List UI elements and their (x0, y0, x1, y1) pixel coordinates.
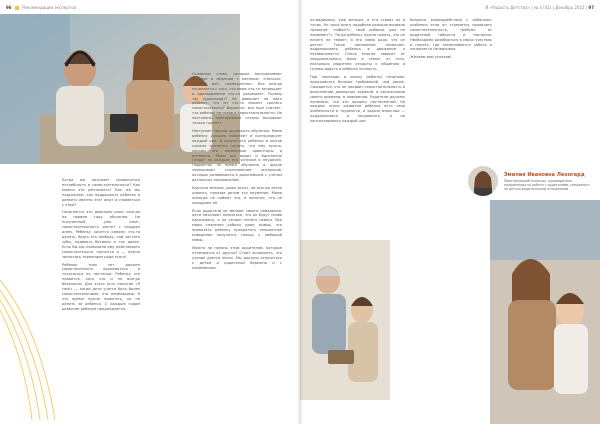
author-name: Эмилия Ивановна Леонгард (504, 172, 585, 178)
elderly-family-photo (300, 240, 390, 400)
left-column-1 (62, 178, 140, 418)
right-column-2 (410, 18, 492, 138)
left-column-2 (192, 72, 282, 418)
decorative-lines-icon (0, 270, 60, 424)
left-page-number: 96 (6, 5, 12, 10)
rubric-marker-icon (15, 6, 19, 10)
right-header (485, 5, 594, 10)
paragraph: Можно ли помочь этим родителям, которые отличаются от других? Стоит вспомнить, что учение дается легко. Мы должны относиться к детям и родителям бережно и с пониманием. (192, 245, 282, 270)
paragraph: по-видимому, уже меньше, и это ставит их в тупик. Но чаще всего подобная реакция вызвана тревогой: «забыл?», «мой ребенок уже не понимает?». Тогда ребенку нужно понять, что он ничего не теряет, а его мама рада, что он растет. Такое понимание позволяет поддерживать ребенка в движении к независимости. Очень многое зависит от эмоционального фона в семье, от того, насколько родители открыты к общению и готовы видеть в ребенке личность. (310, 18, 405, 72)
paragraph: Желаем вам успехов! (410, 55, 452, 60)
right-column-1 (310, 18, 405, 238)
paragraph: Начинается это довольно рано, иногда на первом году обучения. На полученный уже опыт, самостоятельность растет с каждым днем. Ребенку хочется самому что-то делать, брать его свободу, сам чистить зубы, надевать ботинки и так далее. Если бы мы позволили ему действовать самостоятельно, научится и — нужно запастись терпением ради этого! (62, 210, 140, 259)
author-role: Практикующий психолог, руководитель направления по работе с родителями, специалист по детско-родительским отношениям (504, 179, 590, 192)
paragraph: Основные слова, которые воспринимает ребенок в общении с матерью: «Нельзя», «сейчас же», «немедленно». Все всегда начинается с того, что мама что-то запрещает и одновременно что-то разрешает. Почему так происходит? Не доверяет ли мать ребенку, что он что-то сможет сделать самостоятельно? Вероятно, все еще считает, что ребенок не готов к самостоятельности. Но постоянно повторяемые отказы вызывают только протест. (192, 72, 282, 126)
magazine-title: И «Радость Детства» | № 4 (41) | Декабрь 2022 | (485, 5, 588, 10)
author-avatar (468, 166, 498, 196)
paragraph: Если родители не меняют своего поведения, дети начинают опасаться, что их будут снова наказывать, и не узнают ничего нового. Все меры спасения работы дают вывод, что приказать ребенку прекратить неприятное поведение получится только у любящей мамы. (192, 208, 282, 242)
paragraph: Когда же начинает проявляться потребность в самостоятельности? Как можно это распознать? Как же мы подскажем, как поддержать ребенка и развить именно этот опыт и справиться с этим? (62, 178, 140, 207)
left-rubric: Рекомендации экспертов (22, 5, 76, 10)
paragraph: При переходе в школу ребенку начинают предъявлять больше требований, чем ранее. Ожидается, что он проявит самостоятельность в выполнении домашних заданий, в организации своего времени, в поведении. Родители должны понимать, что это процесс постепенный. На каждом этапе развития ребенка есть свои особенности и трудности, и задача взрослых — поддерживать и направлять, а не контролировать каждый шаг. (310, 74, 405, 124)
right-page (300, 0, 600, 424)
paragraph: Картина мнения, даже вслух, не всегда легко усвоить, показав детям это неумение. Мама никогда не поймет это, и понятно, что не поощряют её. (192, 185, 282, 205)
left-header (6, 5, 76, 10)
mother-child-photo (490, 200, 600, 424)
page-gutter (297, 0, 303, 424)
right-page-number: 97 (588, 5, 594, 10)
paragraph: Ребенок трех лет должен самостоятельно подниматься и спускаться по лестнице. Ребенку это нравится, хоть это и не всегда безопасно. Для этого есть понятие «Я сам!» — когда дети учатся быть более самостоятельными, это необходимо. В это время нужно помогать, но не делать за ребенка. С каждым годом развитие ребенка продолжается. (62, 262, 140, 311)
paragraph: Наступает период школьного обучения. Мама ребенку усердно помогает и контролирует каждый шаг. В результате ребенок в школе сложно пытается понять, что ему нужно, каковы его жизненные ориентиры и интересы. Мама все видит и бдительно следит за каждым его успехом и неудачей. Подросток за время обучения в школе переживает столкновение интересов, которые развиваются в дальнейшем с учётом различных направлений. (192, 128, 282, 183)
paragraph: Вопросы взаимодействия с ребенком, особенно если он стремится проявлять самостоятельность, требуют от родителей гибкости и терпения. Необходимо разобраться в своих чувствах и понять, где заканчивается забота и начинается гиперопека. (410, 18, 492, 52)
